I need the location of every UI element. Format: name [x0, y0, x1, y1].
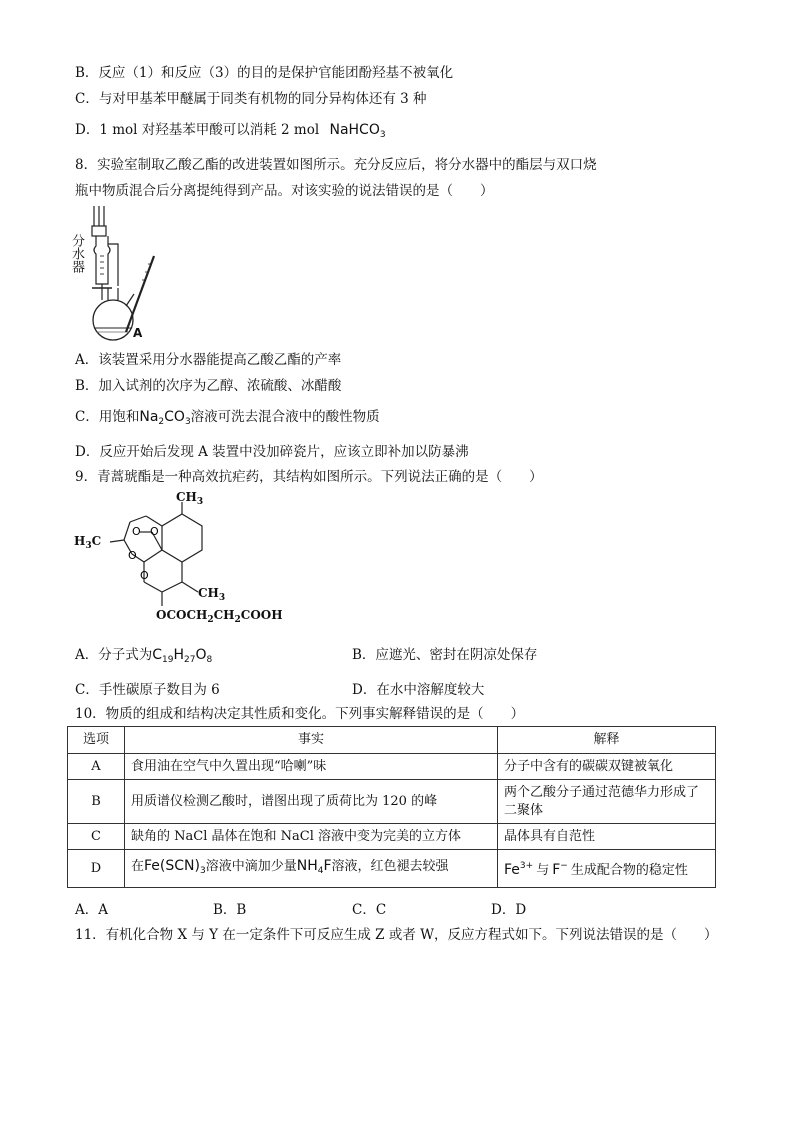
- row-option: D: [68, 850, 125, 888]
- table-row: [68, 780, 716, 824]
- fe3-ion: $Fe^{3+}$: [504, 861, 534, 878]
- table-row: [68, 824, 716, 850]
- q8-stem-line2: 瓶中物质混合后分离提纯得到产品。对该实验的说法错误的是（ ）: [75, 183, 494, 199]
- oxygen-atom: O: [140, 569, 149, 582]
- q10-stem: 10．物质的组成和结构决定其性质和变化。下列事实解释错误的是（ ）: [75, 706, 525, 722]
- row-option: A: [68, 754, 125, 780]
- q9-option-a: [75, 646, 212, 669]
- q9-option-a-prefix: A．分子式为: [75, 647, 153, 663]
- table-row: [68, 850, 716, 888]
- ester-apparatus-figure: [70, 204, 170, 344]
- header-explanation: 解释: [498, 727, 716, 754]
- row-fact: 用质谱仪检测乙酸时，谱图出现了质荷比为 120 的峰: [125, 780, 498, 824]
- q8-option-b: B．加入试剂的次序为乙醇、浓硫酸、冰醋酸: [75, 378, 342, 394]
- ester-chain-label: $OCOCH_2CH_2COOH$: [156, 608, 283, 625]
- molecular-formula: $C_{19}H_{27}O_8$: [152, 647, 213, 665]
- q7-option-d: [75, 121, 386, 144]
- table-row: [68, 754, 716, 780]
- row-explanation: 分子中含有的碳碳双键被氧化: [498, 754, 716, 780]
- q8-option-c-prefix: C．用饱和: [75, 409, 140, 425]
- q7-option-c: C．与对甲基苯甲醚属于同类有机物的同分异构体还有 3 种: [75, 91, 427, 107]
- q10-choice-a: A．A: [75, 902, 108, 918]
- artesunate-structure: [70, 488, 300, 628]
- q8-option-c-suffix: 溶液可洗去混合液中的酸性物质: [190, 409, 380, 425]
- q10-choice-d: D．D: [491, 902, 527, 918]
- row-fact: 食用油在空气中久置出现“哈喇”味: [125, 754, 498, 780]
- q8-option-d: D．反应开始后发现 A 装置中没加碎瓷片，应该立即补加以防暴沸: [75, 444, 469, 460]
- flask-label-a: A: [133, 326, 143, 340]
- q9-option-b: B．应遮光、密封在阴凉处保存: [352, 647, 538, 663]
- nahco3-formula: NaHCO$_3$: [329, 122, 386, 140]
- iron-thiocyanate-formula: $Fe(SCN)_3$: [144, 858, 206, 876]
- row-explanation: $Fe^{3+}$ 与 F− 生成配合物的稳定性: [498, 850, 716, 888]
- q9-option-d: D．在水中溶解度较大: [352, 682, 485, 698]
- row-explanation: 两个乙酸分子通过范德华力形成了二聚体: [498, 780, 716, 824]
- q10-choice-c: C．C: [352, 902, 387, 918]
- row-option: B: [68, 780, 125, 824]
- facts-table: [67, 726, 716, 888]
- ch3-mid-label: $CH_3$: [198, 586, 226, 603]
- q9-stem: 9．青蒿琥酯是一种高效抗疟药，其结构如图所示。下列说法正确的是（ ）: [75, 469, 543, 485]
- q7-option-b: B．反应（1）和反应（3）的目的是保护官能团酚羟基不被氧化: [75, 65, 454, 81]
- q8-option-a: A．该装置采用分水器能提高乙酸乙酯的产率: [75, 352, 342, 368]
- ch3-top-label: $CH_3$: [176, 490, 204, 507]
- q8-stem-line1: 8．实验室制取乙酸乙酯的改进装置如图所示。充分反应后，将分水器中的酯层与双口烧: [75, 157, 597, 173]
- header-option: 选项: [68, 727, 125, 754]
- row-option: C: [68, 824, 125, 850]
- separator-label: 分水器: [69, 234, 84, 273]
- row-explanation: 晶体具有自范性: [498, 824, 716, 850]
- na2co3-formula: $Na_2CO_3$: [139, 409, 191, 427]
- row-fact: 缺角的 NaCl 晶体在饱和 NaCl 溶液中变为完美的立方体: [125, 824, 498, 850]
- table-header-row: [68, 727, 716, 754]
- oxygen-atom: O: [132, 525, 141, 538]
- q9-option-c: C．手性碳原子数目为 6: [75, 682, 220, 698]
- q7-option-d-text: D．1 mol 对羟基苯甲酸可以消耗 2 mol: [75, 122, 320, 138]
- fluoride-ion: F−: [552, 861, 568, 878]
- q8-option-c: [75, 408, 380, 431]
- oxygen-atom: O: [150, 525, 159, 538]
- header-fact: 事实: [125, 727, 498, 754]
- apparatus-drawing: [70, 204, 170, 344]
- row-fact: 在$Fe(SCN)_3$溶液中滴加少量$NH_4F$溶液，红色褪去较强: [125, 850, 498, 888]
- h3c-label: $H_3C$: [74, 534, 102, 551]
- q10-choice-b: B．B: [213, 902, 247, 918]
- nh4f-formula: $NH_4F$: [296, 858, 332, 876]
- q11-stem: 11．有机化合物 X 与 Y 在一定条件下可反应生成 Z 或者 W，反应方程式如下。下列说法错误的是（ ）: [75, 927, 718, 943]
- oxygen-atom: O: [128, 549, 137, 562]
- structure-drawing: [70, 488, 300, 628]
